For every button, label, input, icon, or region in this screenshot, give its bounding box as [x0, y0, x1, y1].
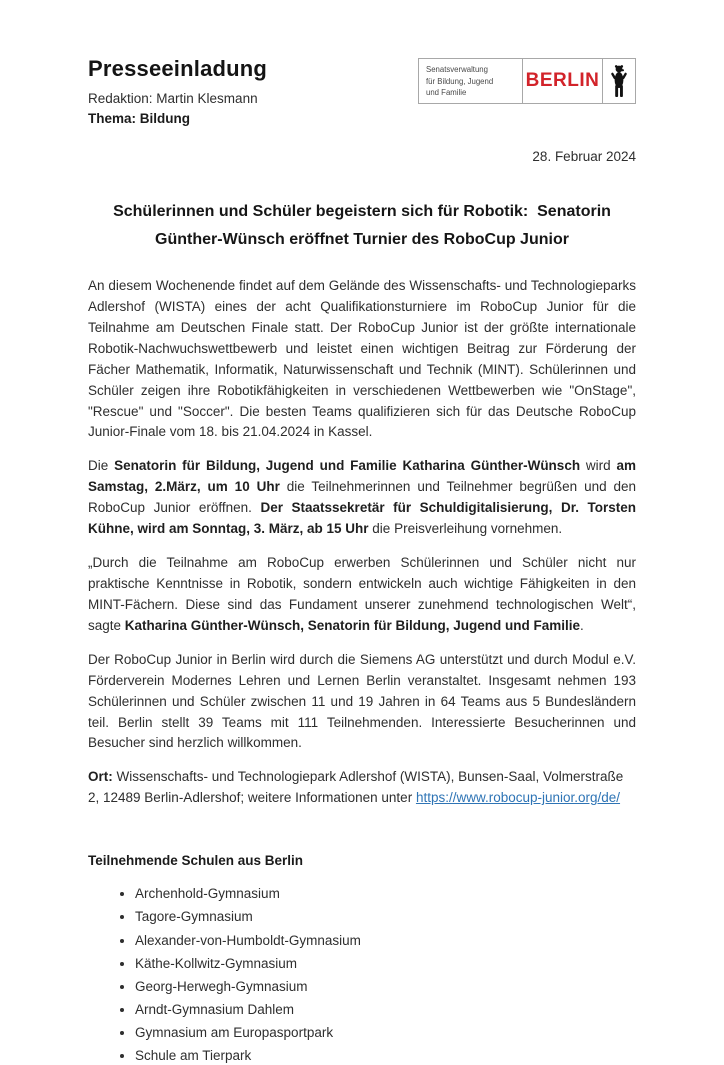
school-list-item: • Käthe-Kollwitz-Gymnasium — [135, 954, 636, 973]
text-run: . — [580, 617, 584, 633]
logo-department-line: für Bildung, Jugend — [426, 76, 494, 86]
bold-text-run: Katharina Günther-Wünsch, Senatorin für Bildung, Jugend und Familie — [124, 617, 581, 633]
header-left — [88, 56, 267, 131]
text-run: wird — [580, 458, 617, 474]
school-list-item: • Arndt-Gymnasium Dahlem — [135, 1000, 636, 1019]
paragraph — [88, 553, 636, 637]
bold-text-run: Der Staatssekretär für Schuldigitalisierung, Dr. Torsten Kühne, wird am Sonntag, 3. März, ab 15 Uhr — [88, 500, 636, 537]
paragraph — [88, 767, 636, 809]
topic-line: Thema: Bildung — [88, 111, 190, 126]
school-list-item: • Alexander-von-Humboldt-Gymnasium — [135, 931, 636, 950]
logo-department-line: und Familie — [426, 88, 467, 98]
paragraph — [88, 650, 636, 755]
paragraph — [88, 456, 636, 540]
text-run: Wissenschafts- und Technologiepark Adlershof (WISTA), Bunsen-Saal, Volmerstraße 2, 12489 Berlin-Adlershof; weitere Informationen unter — [88, 769, 624, 806]
text-run: die Teilnehmerinnen und Teilnehmer begrüßen und den RoboCup Junior eröffnen. — [88, 479, 636, 516]
text-run: Der RoboCup Junior in Berlin wird durch die Siemens AG unterstützt und durch Modul e.V. Förderverein Modernes Lehren und Lernen Berlin veranstaltet. Insgesamt nehmen 193 Schülerinnen und Schüler zwischen 11 und 19 Jahren in 64 Teams aus 5 Bundesländern teil. Berlin stellt 39 Teams mit 111 Teilnehmenden. Interessierte Besucherinnen und Besucher sind herzlich willkommen. — [88, 651, 636, 751]
school-list-item: • Georg-Herwegh-Gymnasium — [135, 977, 636, 996]
school-list — [88, 884, 636, 1065]
school-list-item: • Gymnasium am Europasportpark — [135, 1023, 636, 1042]
school-list-item: • Schule am Tierpark — [135, 1046, 636, 1065]
logo-department-text — [419, 59, 523, 103]
page-title: Schülerinnen und Schüler begeistern sich für Robotik: Senatorin Günther-Wünsch eröffnet Turnier des RoboCup Junior — [113, 203, 611, 248]
school-list-item: • Tagore-Gymnasium — [135, 907, 636, 926]
logo-department-line: Senatsverwaltung — [426, 65, 488, 74]
berlin-bear-icon — [603, 59, 635, 103]
bold-text-run: Senatorin für Bildung, Jugend und Familie Katharina Günther-Wünsch — [114, 458, 581, 474]
text-run: „Durch die Teilnahme am RoboCup erwerben Schülerinnen und Schüler nicht nur praktische Kenntnisse in Robotik, sondern entwickeln auch wichtige Fähigkeiten in den MINT-Fächern. Diese sind das Fundament unserer zunehmend technologischen Welt“, sagte — [88, 555, 636, 633]
school-list-item: • Archenhold-Gymnasium — [135, 884, 636, 903]
robocup-link[interactable]: https://www.robocup-junior.org/de/ — [415, 790, 621, 806]
header — [88, 56, 636, 131]
date: 28. Februar 2024 — [532, 149, 636, 164]
senate-berlin-logo — [418, 58, 636, 104]
paragraph — [88, 276, 636, 443]
bold-text-run: Ort: — [88, 769, 113, 785]
document-type-heading: Presseeinladung — [88, 56, 268, 81]
schools-heading: Teilnehmende Schulen aus Berlin — [88, 853, 304, 869]
text-run: Die — [88, 458, 115, 474]
text-run: die Preisverleihung vornehmen. — [368, 521, 563, 537]
editor-line: Redaktion: Martin Klesmann — [88, 91, 258, 106]
body-paragraphs — [88, 276, 636, 809]
berlin-wordmark: BERLIN — [523, 59, 603, 103]
text-run: An diesem Wochenende findet auf dem Gelände des Wissenschafts- und Technologieparks Adlershof (WISTA) eines der acht Qualifikationsturniere im RoboCup Junior für die Teilnahme am Deutschen Finale statt. Der RoboCup Junior ist der größte internationale Robotik-Nachwuchswettbewerb und leistet einen wichtigen Beitrag zur Förderung der Fächer Mathematik, Informatik, Naturwissenschaft und Technik (MINT). Schülerinnen und Schüler zeigen ihre Robotikfähigkeiten in verschiedenen Wettbewerben wie "OnStage", "Rescue" und "Soccer". Die besten Teams qualifizieren sich für das Deutsche RoboCup Junior-Finale vom 18. bis 21.04.2024 in Kassel. — [88, 278, 636, 440]
bold-text-run: am Samstag, 2.März, um 10 Uhr — [88, 458, 636, 495]
